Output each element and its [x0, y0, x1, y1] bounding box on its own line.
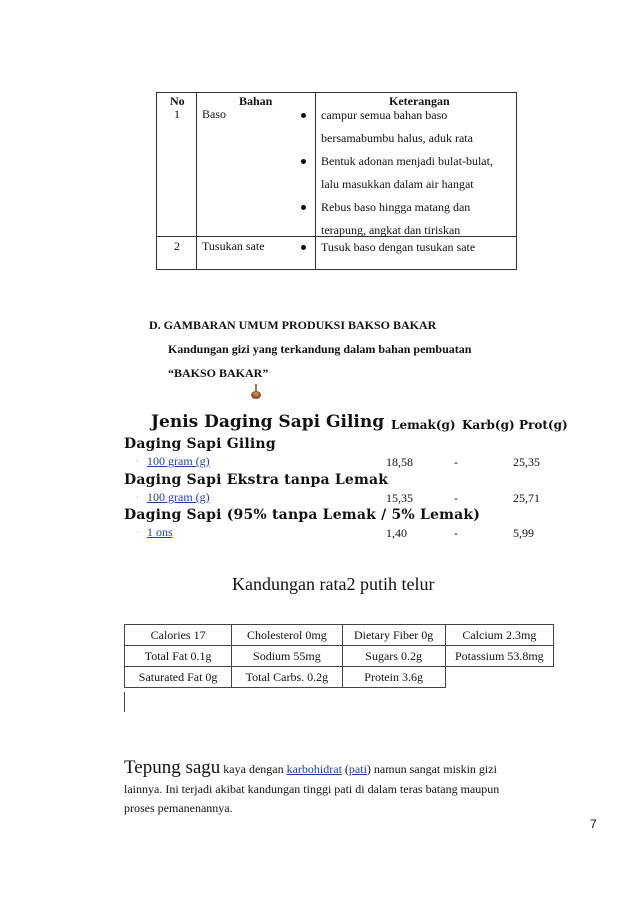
row-2-no: 2 — [174, 239, 180, 253]
step-1-line1: campur semua bahan baso — [321, 108, 448, 122]
serving-link[interactable]: 100 gram (g) — [147, 490, 210, 504]
serving-link[interactable]: 100 gram (g) — [147, 454, 210, 468]
bullet-icon — [301, 205, 306, 210]
nutrition-cell: Dietary Fiber 0g — [342, 625, 445, 646]
step-1-line2: bersamabumbu halus, aduk rata — [321, 131, 473, 145]
col-lemak: Lemak(g) — [391, 418, 456, 432]
prot-value: 25,35 — [513, 455, 540, 469]
serving-link[interactable]: 1 ons — [147, 525, 173, 539]
step-2-line1: Bentuk adonan menjadi bulat-bulat, — [321, 154, 493, 168]
sagu-text: kaya dengan — [220, 762, 287, 776]
list-dot-icon: · — [136, 528, 139, 537]
sagu-line-1 — [124, 757, 497, 779]
food-image-icon — [250, 384, 262, 400]
sagu-text: ) namun sangat miskin gizi — [366, 762, 497, 776]
nutrition-cell: Calcium 2.3mg — [445, 625, 553, 646]
nutrition-cell: Protein 3.6g — [342, 667, 445, 688]
row-2-bahan: Tusukan sate — [202, 239, 265, 253]
karb-value: - — [454, 455, 458, 469]
pati-link[interactable]: pati — [348, 762, 367, 776]
section-d-title: “BAKSO BAKAR” — [168, 366, 269, 380]
lemak-value: 1,40 — [386, 526, 407, 540]
karb-value: - — [454, 526, 458, 540]
meat-category: Daging Sapi Giling — [124, 436, 276, 452]
step-2-line2: lalu masukkan dalam air hangat — [321, 177, 474, 191]
step-3-line1: Rebus baso hingga matang dan — [321, 200, 471, 214]
col-karb: Karb(g) — [462, 418, 515, 432]
table-row — [125, 667, 554, 688]
karb-value: - — [454, 491, 458, 505]
meat-category: Daging Sapi (95% tanpa Lemak / 5% Lemak) — [124, 507, 481, 523]
lemak-value: 15,35 — [386, 491, 413, 505]
sagu-line-3: proses pemanenannya. — [124, 801, 233, 815]
step-4-line1: Tusuk baso dengan tusukan sate — [321, 240, 476, 254]
prot-value: 5,99 — [513, 526, 534, 540]
table-row — [125, 646, 554, 667]
lemak-value: 18,58 — [386, 455, 413, 469]
list-dot-icon: · — [136, 493, 139, 502]
bullet-icon — [301, 113, 306, 118]
nutrition-cell: Saturated Fat 0g — [125, 667, 232, 688]
nutrition-table — [124, 624, 554, 688]
section-d-heading: D. GAMBARAN UMUM PRODUKSI BAKSO BAKAR — [149, 318, 437, 332]
nutrition-cell: Calories 17 — [125, 625, 232, 646]
procedure-table — [156, 92, 517, 270]
meat-category: Daging Sapi Ekstra tanpa Lemak — [124, 472, 389, 488]
sagu-title: Tepung sagu — [124, 757, 221, 778]
nutrition-cell: Cholesterol 0mg — [232, 625, 342, 646]
page-number: 7 — [590, 817, 597, 831]
col-prot: Prot(g) — [519, 418, 568, 432]
bullet-icon — [301, 245, 306, 250]
sagu-line-2: lainnya. Ini terjadi akibat kandungan tinggi pati di dalam teras batang maupun — [124, 782, 500, 796]
nutrition-cell: Total Fat 0.1g — [125, 646, 232, 667]
nutrition-cell: Sugars 0.2g — [342, 646, 445, 667]
row-1-no: 1 — [174, 107, 180, 121]
header-keterangan: Keterangan — [389, 94, 450, 108]
karbohidrat-link[interactable]: karbohidrat — [286, 762, 342, 776]
row-1-bahan: Baso — [202, 107, 226, 121]
header-no: No — [170, 94, 185, 108]
table-border-line — [124, 692, 125, 712]
meat-table-title: Jenis Daging Sapi Giling — [151, 412, 385, 432]
list-dot-icon: · — [136, 457, 139, 466]
sagu-text: ( — [341, 762, 349, 776]
header-bahan: Bahan — [239, 94, 273, 108]
empty-cell — [445, 667, 553, 688]
section-d-subtitle: Kandungan gizi yang terkandung dalam bahan pembuatan — [168, 342, 472, 356]
nutrition-cell: Sodium 55mg — [232, 646, 342, 667]
prot-value: 25,71 — [513, 491, 540, 505]
bullet-icon — [301, 159, 306, 164]
nutrition-cell: Potassium 53.8mg — [445, 646, 553, 667]
step-3-line2: terapung, angkat dan tiriskan — [321, 223, 461, 237]
table-row — [125, 625, 554, 646]
egg-white-title: Kandungan rata2 putih telur — [232, 574, 435, 594]
nutrition-cell: Total Carbs. 0.2g — [232, 667, 342, 688]
